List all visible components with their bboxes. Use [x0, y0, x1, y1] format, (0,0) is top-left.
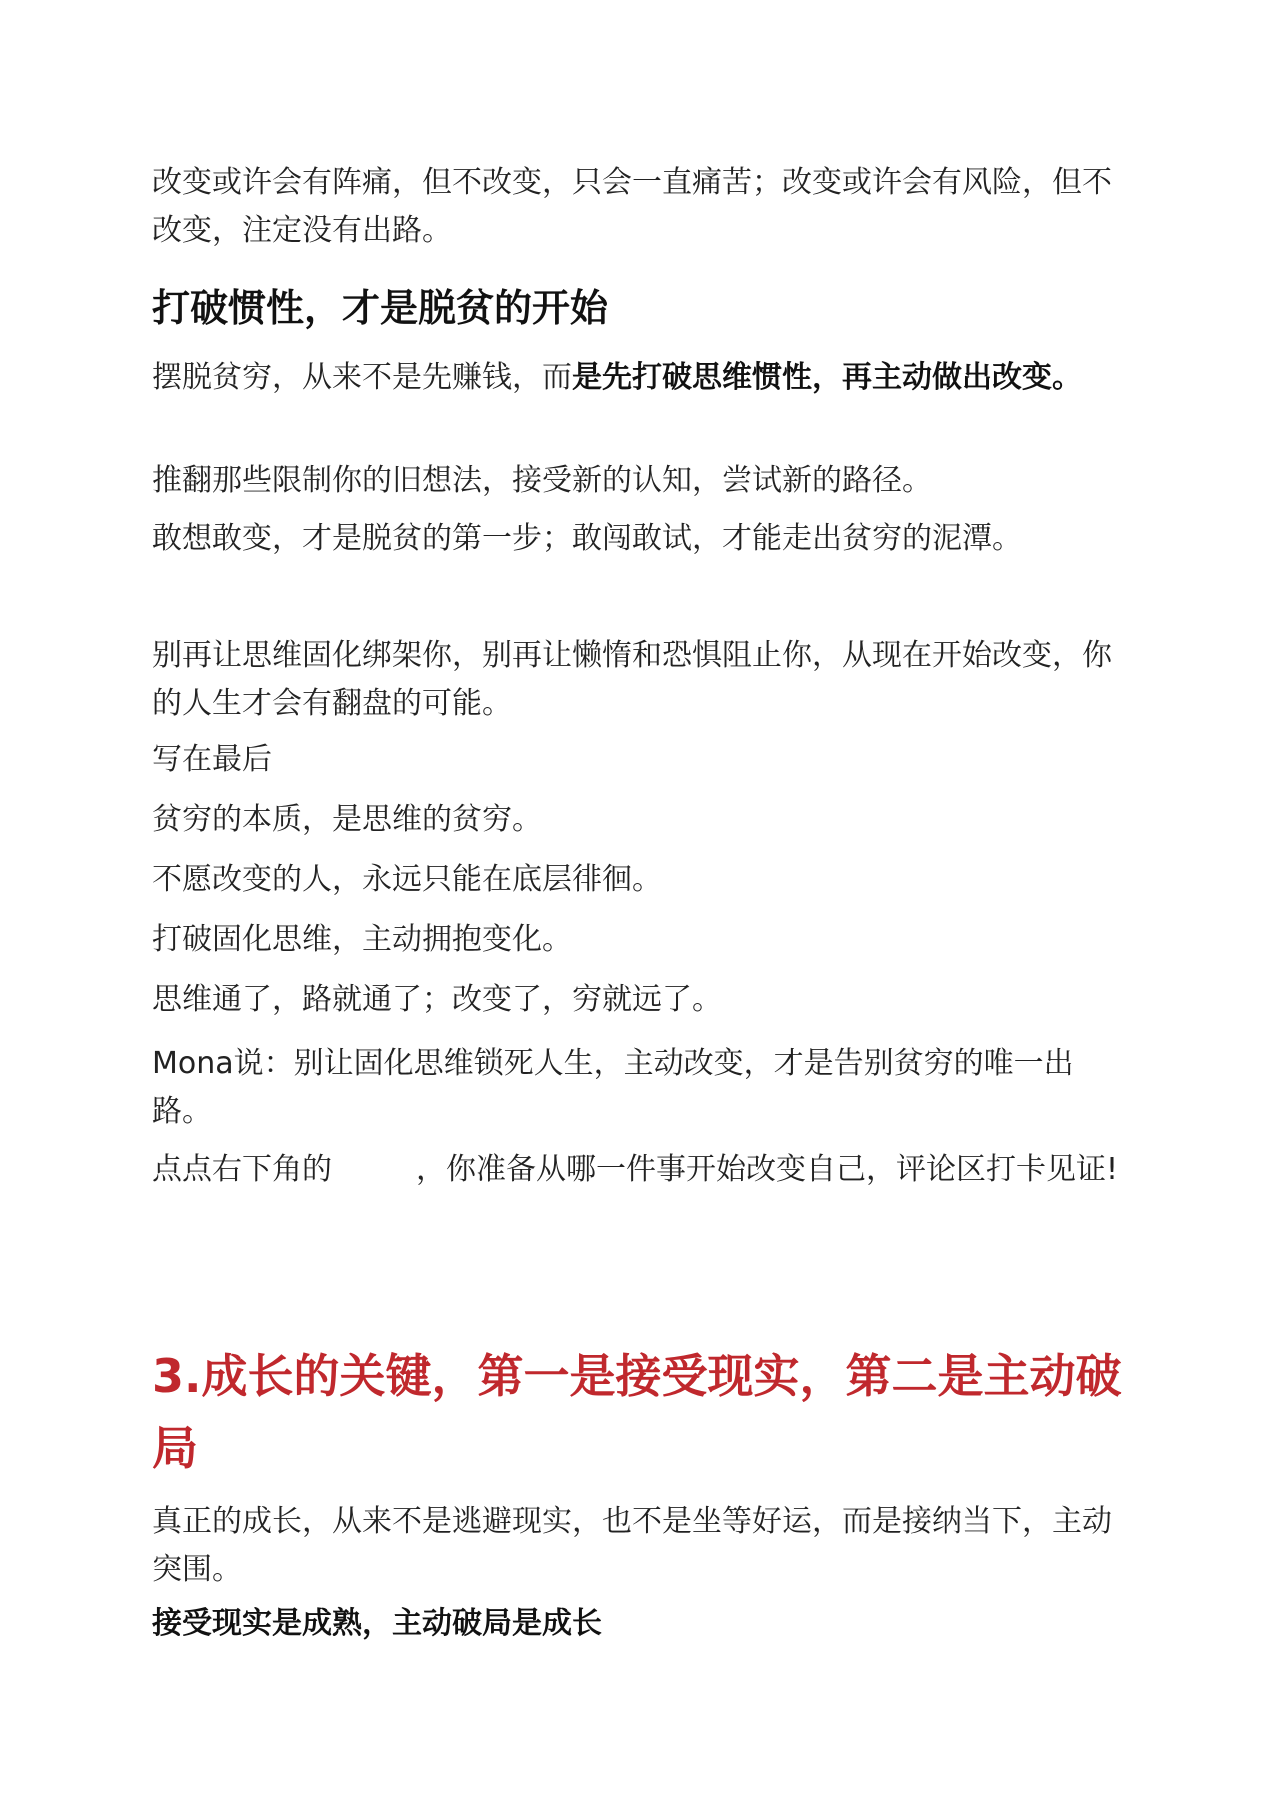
heading-section-3: 3.成长的关键，第一是接受现实，第二是主动破局	[152, 1349, 1122, 1475]
paragraph-essence-of-poverty: 贫穷的本质，是思维的贫穷。	[152, 802, 542, 837]
paragraph-call-to-action	[152, 1146, 1132, 1194]
paragraph-escape-poverty	[152, 354, 1132, 402]
paragraph-mona-says: Mona说：别让固化思维锁死人生，主动改变，才是告别贫穷的唯一出路。	[152, 1046, 1074, 1129]
paragraph-change-risk: 改变或许会有阵痛，但不改变，只会一直痛苦；改变或许会有风险，但不改变，注定没有出路。	[152, 165, 1112, 248]
heading-breaking-inertia: 打破惯性，才是脱贫的开始	[152, 286, 609, 330]
paragraph-accept-reality: 接受现实是成熟，主动破局是成长	[152, 1606, 602, 1641]
paragraph-true-growth: 真正的成长，从来不是逃避现实，也不是坐等好运，而是接纳当下，主动突围。	[152, 1504, 1112, 1587]
paragraph-embrace-change: 打破固化思维，主动拥抱变化。	[152, 922, 572, 957]
call-to-action-lead: 点点右下角的	[152, 1152, 332, 1187]
paragraph-dare-to-change: 敢想敢变，才是脱贫的第一步；敢闯敢试，才能走出贫穷的泥潭。	[152, 521, 1022, 556]
paragraph-escape-poverty-emphasis: 是先打破思维惯性，再主动做出改变。	[572, 360, 1082, 395]
paragraph-mindset-road: 思维通了，路就通了；改变了，穷就远了。	[152, 982, 722, 1017]
paragraph-unwilling-to-change: 不愿改变的人，永远只能在底层徘徊。	[152, 862, 662, 897]
paragraph-dont-let-fixed-mindset: 别再让思维固化绑架你，别再让懒惰和恐惧阻止你，从现在开始改变，你的人生才会有翻盘的可能。	[152, 638, 1112, 721]
paragraph-overturn-ideas: 推翻那些限制你的旧想法，接受新的认知，尝试新的路径。	[152, 463, 932, 498]
paragraph-final-words: 写在最后	[152, 742, 272, 777]
paragraph-escape-poverty-lead: 摆脱贫穷，从来不是先赚钱，而	[152, 360, 572, 395]
call-to-action-rest: ，你准备从哪一件事开始改变自己，评论区打卡见证!	[416, 1152, 1119, 1187]
